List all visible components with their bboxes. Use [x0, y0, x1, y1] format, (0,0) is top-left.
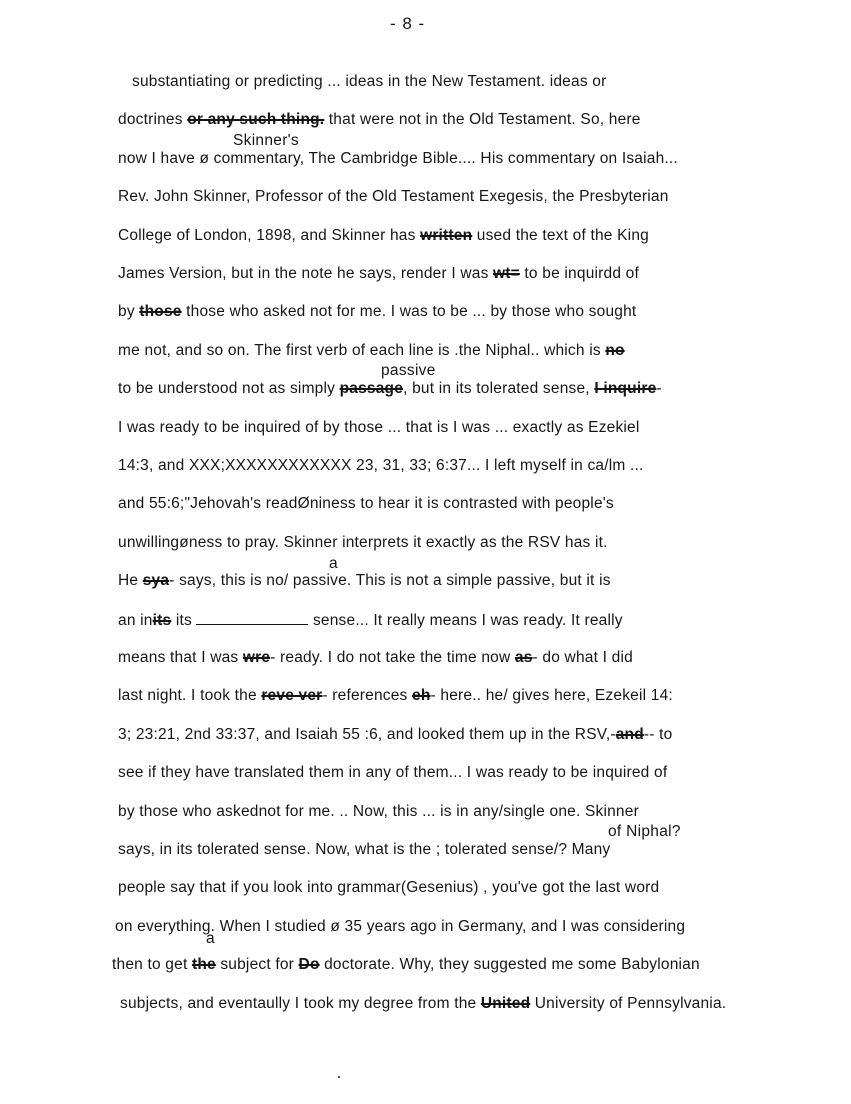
text-line — [118, 802, 639, 822]
text-line — [118, 763, 667, 783]
text-segment: doctrines — [118, 111, 188, 128]
struck-out-text: sya — [142, 572, 170, 589]
struck-out-text: and — [615, 726, 644, 743]
text-line — [118, 110, 641, 130]
text-line — [118, 878, 659, 898]
struck-out-text: wt= — [493, 265, 520, 282]
text-line — [115, 917, 685, 937]
text-segment: by — [118, 303, 140, 320]
text-segment: to be inquirdd of — [519, 265, 639, 282]
text-segment: see if they have translated them in any of them... I was ready to be inquired of — [118, 764, 668, 781]
text-line — [118, 571, 611, 591]
text-segment: - ready. I do not take the time now — [270, 649, 515, 666]
text-segment: says, in its tolerated sense. Now, what is the ; tolerated sense/? Many — [118, 841, 611, 858]
text-line — [118, 302, 636, 322]
text-segment: means that I was — [118, 649, 243, 666]
text-segment: subject for — [215, 956, 299, 973]
text-segment: sense... It really means I was ready. It really — [308, 612, 623, 629]
text-segment: - do what I did — [532, 649, 633, 666]
struck-out-text: United — [480, 995, 531, 1012]
struck-out-text: or any such thing. — [187, 111, 325, 128]
text-line — [118, 149, 678, 169]
struck-out-text: the — [191, 956, 216, 973]
struck-out-text: as — [514, 649, 533, 666]
struck-out-text: wre — [242, 649, 271, 666]
text-segment: used the text of the King — [472, 227, 649, 244]
text-segment: by those who askednot for me. .. Now, this ... is in any/single one. Skinner — [118, 803, 639, 820]
text-segment: - here.. he/ gives here, Ezekeil 14: — [430, 687, 673, 704]
insertion-passive: passive — [381, 362, 436, 379]
text-segment: - references — [322, 687, 413, 704]
text-line — [112, 955, 700, 975]
text-segment: an in — [118, 612, 153, 629]
insertion-a-2: a — [206, 930, 215, 947]
text-segment: Rev. John Skinner, Professor of the Old Testament Exegesis, the Presbyterian — [118, 188, 669, 205]
text-line — [118, 610, 623, 631]
struck-out-text: its — [152, 612, 172, 629]
text-line — [118, 379, 662, 399]
text-segment: - says, this is no/ passive. This is not a simple passive, but it is — [169, 572, 611, 589]
text-segment: He — [118, 572, 143, 589]
text-segment: doctorate. Why, they suggested me some Babylonian — [319, 956, 700, 973]
text-line — [118, 725, 672, 745]
text-segment: then to get — [112, 956, 192, 973]
text-line — [118, 226, 649, 246]
text-segment: people say that if you look into grammar(Gesenius) , you've got the last word — [118, 879, 660, 896]
text-segment: 14:3, and XXX;XXXXXXXXXXXX 23, 31, 33; 6:37... I left myself in ca/lm ... — [118, 457, 644, 474]
text-segment: I was ready to be inquired of by those ... that is I was ... exactly as Ezekiel — [118, 419, 640, 436]
struck-out-text: written — [420, 227, 473, 244]
text-segment: University of Pennsylvania. — [530, 995, 727, 1012]
insertion-of-niphal: of Niphal? — [608, 823, 681, 840]
text-segment: that were not in the Old Testament. So, here — [324, 111, 641, 128]
text-line — [118, 418, 640, 438]
text-segment: to be understood not as simply — [118, 380, 340, 397]
page-number: - 8 - — [390, 14, 426, 33]
text-line — [118, 648, 633, 668]
text-line — [120, 994, 726, 1014]
text-segment: - — [656, 380, 662, 397]
text-line — [118, 840, 610, 860]
text-segment: on everything. When I studied ø 35 years ago in Germany, and I was considering — [115, 918, 686, 935]
text-segment: James Version, but in the note he says, render I was — [118, 265, 494, 282]
struck-out-text: eh — [412, 687, 431, 704]
text-segment: those who asked not for me. I was to be ... by those who sought — [181, 303, 637, 320]
text-segment: its — [171, 612, 197, 629]
struck-out-text: Do — [298, 956, 320, 973]
text-segment: last night. I took the — [118, 687, 262, 704]
blank-underline — [196, 610, 308, 625]
text-segment: now I have ø commentary, The Cambridge Bible.... His commentary on Isaiah... — [118, 150, 678, 167]
insertion-a: a — [329, 555, 338, 572]
text-segment: 3; 23:21, 2nd 33:37, and Isaiah 55 :6, and looked them up in the RSV,- — [118, 726, 616, 743]
text-segment: College of London, 1898, and Skinner has — [118, 227, 421, 244]
text-line — [118, 264, 639, 284]
text-segment: unwillingøness to pray. Skinner interprets it exactly as the RSV has it. — [118, 534, 608, 551]
struck-out-text: passage — [339, 380, 404, 397]
insertion-skinners: Skinner's — [233, 132, 299, 149]
text-line — [118, 686, 673, 706]
text-line — [118, 456, 644, 476]
text-segment: me not, and so on. The first verb of each line is .the Niphal.. which is — [118, 342, 606, 359]
text-segment: and 55:6;"Jehovah's readØniness to hear it is contrasted with people's — [118, 495, 614, 512]
struck-out-text: I inquire — [594, 380, 657, 397]
text-line — [118, 341, 625, 361]
struck-out-text: reve ver — [261, 687, 323, 704]
text-line — [118, 533, 608, 553]
text-segment: subjects, and eventaully I took my degree from the — [120, 995, 481, 1012]
text-segment: substantiating or predicting ... ideas in the New Testament. ideas or — [132, 73, 607, 90]
text-segment: -- to — [643, 726, 673, 743]
stray-mark — [338, 1076, 340, 1078]
text-line — [118, 187, 669, 207]
text-line — [132, 72, 606, 92]
struck-out-text: no — [605, 342, 625, 359]
text-line — [118, 494, 614, 514]
struck-out-text: those — [139, 303, 182, 320]
text-segment: , but in its tolerated sense, — [403, 380, 595, 397]
